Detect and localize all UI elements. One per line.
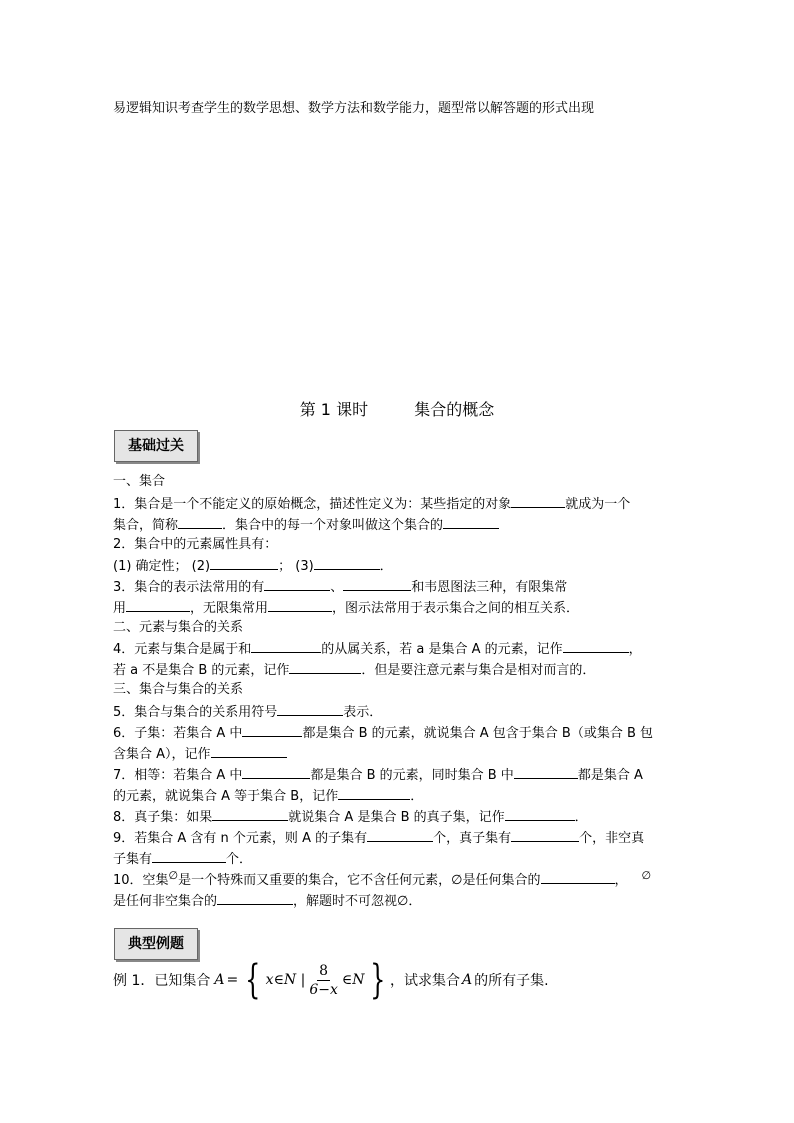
item-10-line1: 10．空集∅是一个特殊而又重要的集合，它不含任何元素，∅是任何集合的 ， ∅ (113, 869, 652, 888)
blank-field (563, 640, 629, 653)
blank-field (126, 599, 190, 612)
blank-field (178, 516, 222, 529)
item-7-line1: 7．相等：若集合 A 中 都是集合 B 的元素，同时集合 B 中 都是集合 A (113, 768, 643, 783)
example-1: 例 1．已知集合 A = { x∈N | $\frac{8}{6-x}$ ∈N } ，试求集合 A 的所有子集. (113, 957, 549, 1003)
blank-field (242, 724, 302, 737)
item-2-props: (1) 确定性； (2) ； (3) ． (113, 559, 393, 574)
intro-text: 易逻辑知识考查学生的数学思想、数学方法和数学能力，题型常以解答题的形式出现 (113, 101, 595, 116)
blank-field (212, 808, 288, 821)
heading-set-set: 三、集合与集合的关系 (113, 682, 244, 697)
empty-set-symbol: ∅ (168, 869, 179, 882)
item-4-line1: 4．元素与集合是属于和 的从属关系，若 a 是集合 A 的元素，记作 ， (113, 642, 642, 657)
item-7-line2: 的元素，就说集合 A 等于集合 B，记作 ． (113, 789, 424, 804)
blank-field (541, 871, 615, 884)
blank-field (152, 850, 226, 863)
empty-set-symbol: ∅ (641, 869, 652, 882)
blank-field (367, 829, 433, 842)
blank-field (289, 661, 361, 674)
page-title (0, 400, 794, 420)
blank-field (443, 516, 499, 529)
blank-field (338, 787, 410, 800)
section-examples: 典型例题 (114, 928, 198, 960)
section-basics: 基础过关 (114, 430, 198, 462)
blank-field (217, 892, 293, 905)
empty-set-symbol: ∅ (397, 894, 409, 909)
blank-field (268, 599, 332, 612)
blank-field (210, 557, 278, 570)
fraction: $\frac{8}{6-x}$ (309, 962, 338, 998)
item-2: 2．集合中的元素属性具有： (113, 537, 278, 552)
blank-field (251, 640, 321, 653)
heading-sets: 一、集合 (113, 474, 166, 489)
item-4-line2: 若 a 不是集合 B 的元素，记作 ．但是要注意元素与集合是相对而言的． (113, 663, 596, 678)
item-9-line2: 子集有 个． (113, 852, 253, 867)
blank-field (277, 703, 343, 716)
lesson-topic: 集合的概念 (414, 400, 495, 419)
blank-field (514, 766, 578, 779)
item-9-line1: 9．若集合 A 含有 n 个元素，则 A 的子集有 个，真子集有 个，非空真 (113, 831, 645, 846)
blank-field (242, 766, 310, 779)
blank-field (314, 557, 380, 570)
blank-field (343, 578, 411, 591)
blank-field (511, 495, 565, 508)
blank-field (511, 829, 579, 842)
item-6-line2: 含集合 A），记作 (113, 745, 287, 763)
item-5: 5．集合与集合的关系用符号 表示． (113, 705, 383, 720)
item-1-line2: 集合，简称 ．集合中的每一个对象叫做这个集合的 (113, 516, 499, 534)
blank-field (264, 578, 330, 591)
item-8: 8．真子集：如果 就说集合 A 是集合 B 的真子集，记作 ． (113, 810, 588, 825)
lesson-number: 第 1 课时 (299, 400, 369, 419)
empty-set-symbol: ∅ (451, 873, 463, 888)
item-10-line2: 是任何非空集合的 ，解题时不可忽视∅． (113, 894, 422, 909)
item-6-line1: 6．子集：若集合 A 中 都是集合 B 的元素，就说集合 A 包含于集合 B（或集合 B 包 (113, 726, 654, 741)
blank-field (505, 808, 575, 821)
heading-element-set: 二、元素与集合的关系 (113, 620, 244, 635)
item-1-line1: 1．集合是一个不能定义的原始概念，描述性定义为：某些指定的对象 就成为一个 (113, 497, 631, 512)
blank-field (211, 745, 287, 758)
item-3-line2: 用 ，无限集常用 ，图示法常用于表示集合之间的相互关系． (113, 601, 580, 616)
item-3-line1: 3．集合的表示法常用的有 、 和韦恩图法三种，有限集常 (113, 580, 568, 595)
